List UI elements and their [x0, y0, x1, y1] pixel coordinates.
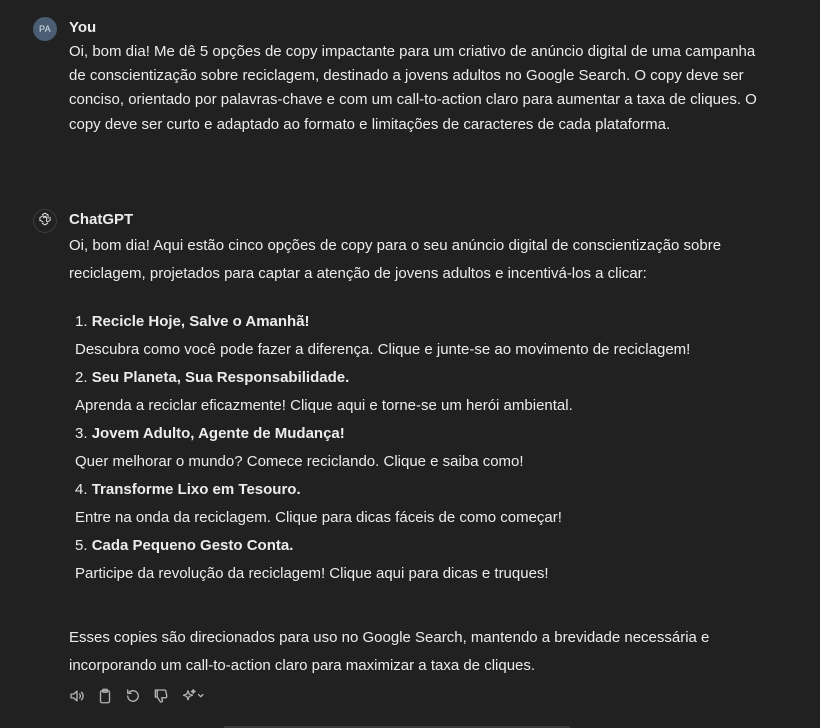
speaker-icon: [68, 687, 86, 705]
sparkle-model-icon: [181, 687, 207, 705]
thumbs-down-icon: [152, 687, 170, 705]
list-item-title: 5. Cada Pequeno Gesto Conta.: [75, 537, 294, 554]
list-item-body: Participe da revolução da reciclagem! Clique aqui para dicas e truques!: [75, 565, 549, 582]
user-message-text: Oi, bom dia! Me dê 5 opções de copy impactante para um criativo de anúncio digital de uma campanha de conscientização sobre reciclagem, destinado a jovens adultos no Google Search. O copy deve ser conciso, orientado por palavras-chave e com um call-to-action claro para aumentar a taxa de cliques. O copy deve ser curto e adaptado ao formato e limitações de caracteres de cada plataforma.: [69, 43, 757, 133]
list-item-body: Aprenda a reciclar eficazmente! Clique aqui e torne-se um herói ambiental.: [75, 397, 573, 414]
list-item-title: 3. Jovem Adulto, Agente de Mudança!: [75, 425, 345, 442]
copy-icon: [96, 687, 114, 705]
assistant-intro-text: Oi, bom dia! Aqui estão cinco opções de copy para o seu anúncio digital de conscientização sobre reciclagem, projetados para captar a atenção de jovens adultos e incentivá-los a clicar:: [69, 237, 722, 282]
chatgpt-avatar: [33, 209, 57, 233]
model-switch-button[interactable]: [180, 686, 208, 706]
assistant-closing-text: Esses copies são direcionados para uso no Google Search, mantendo a brevidade necessária e incorporando um call-to-action claro para maximizar a taxa de cliques.: [69, 629, 710, 674]
list-item-title: 2. Seu Planeta, Sua Responsabilidade.: [75, 369, 350, 386]
copy-button[interactable]: [96, 686, 114, 706]
list-item-body: Entre na onda da reciclagem. Clique para dicas fáceis de como começar!: [75, 509, 562, 526]
regenerate-button[interactable]: [124, 686, 142, 706]
user-avatar: PA: [33, 17, 57, 41]
user-author-label: You: [69, 19, 97, 36]
message-actions: [68, 686, 208, 706]
copy-options-list: [75, 308, 775, 588]
assistant-author-label: ChatGPT: [69, 211, 134, 228]
list-item-body: Descubra como você pode fazer a diferença. Clique e junte-se ao movimento de reciclagem!: [75, 341, 691, 358]
list-item-title: 1. Recicle Hoje, Salve o Amanhã!: [75, 313, 310, 330]
openai-logo-icon: [37, 211, 53, 232]
read-aloud-button[interactable]: [68, 686, 86, 706]
thumbs-down-button[interactable]: [152, 686, 170, 706]
regenerate-icon: [124, 687, 142, 705]
list-item-body: Quer melhorar o mundo? Comece reciclando. Clique e saiba como!: [75, 453, 524, 470]
list-item-title: 4. Transforme Lixo em Tesouro.: [75, 481, 301, 498]
